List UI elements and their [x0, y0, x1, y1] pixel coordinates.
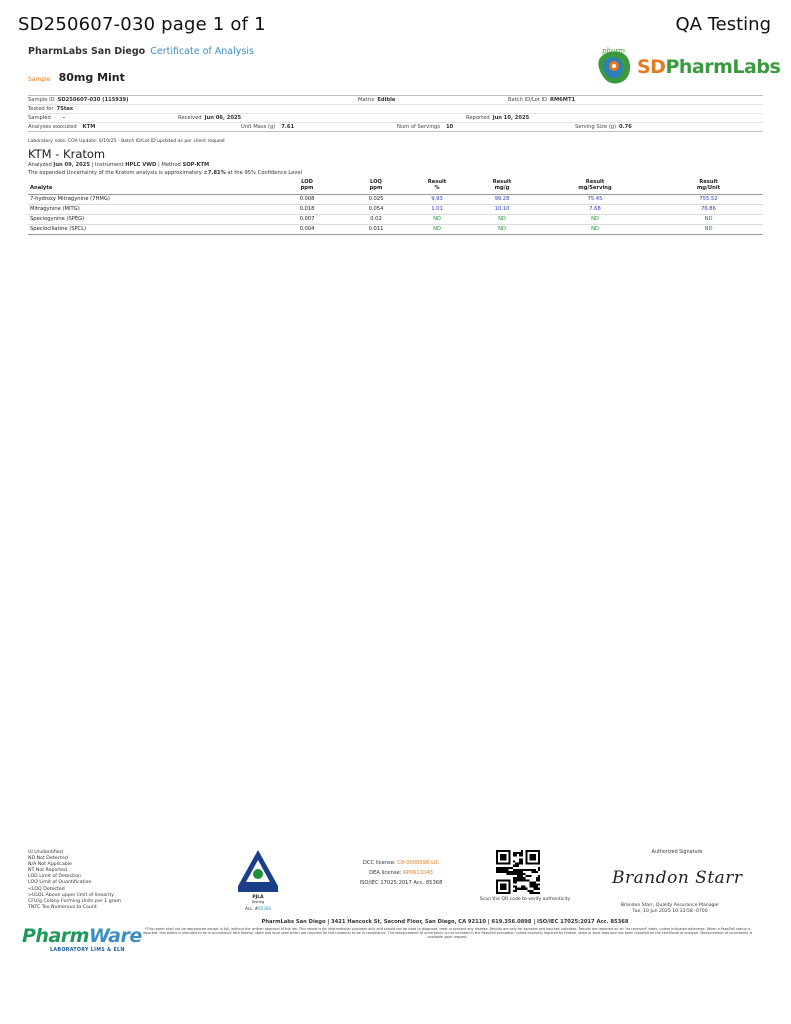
divider — [28, 131, 763, 132]
tested-for-field: Tested for 7Stax — [28, 106, 74, 112]
analysis-meta: Analyzed Jun 09, 2025 | Instrument HPLC VWD | Method SOP-KTM — [28, 162, 210, 168]
signature-date: Tue, 10 Jun 2025 10:33:58 -0700 — [632, 909, 708, 914]
result-pct-cell: ND — [406, 214, 468, 224]
dea-license: DEA license: RP0611043 — [369, 870, 433, 876]
lod-cell: 0.018 — [268, 204, 346, 214]
qr-caption: Scan the QR code to verify authenticity — [479, 897, 571, 902]
sampled-field: Sampled - — [28, 115, 65, 121]
col-result-unit: Result mg/Unit — [654, 179, 763, 194]
analyte-cell: Mitragynine (MITG) — [28, 204, 268, 214]
legend-item: CFU/g Colony Forming Units per 1 gram — [28, 898, 122, 904]
signatory-name: Brandon Starr, Quality Assurance Manager — [620, 903, 720, 908]
pharmware-logo: PharmWare — [22, 925, 142, 947]
analyte-cell: Speciociliatine (SPCL) — [28, 224, 268, 234]
result-pct-cell: ND — [406, 224, 468, 234]
table-row — [28, 194, 763, 204]
uncertainty-note: The expanded Uncertainty of the Kratom analysis is approximately ±7.81% at the 95% Confidence Level — [28, 170, 303, 176]
abbreviation-legend — [28, 850, 121, 911]
footer-address: PharmLabs San Diego | 3421 Hancock St, Second Floor, San Diego, CA 92110 | 619.356.0898 | ISO/IEC 17025:2017 Acc. 85368 — [261, 919, 629, 925]
divider — [28, 104, 763, 105]
verification-qr-code[interactable] — [496, 850, 540, 894]
legend-item: <LOQ Detected — [28, 886, 65, 892]
pjla-acc: Acc. #85368 — [245, 906, 271, 911]
result-unit-cell: ND — [654, 224, 763, 234]
results-table — [28, 179, 763, 235]
legend-item: N/A Not Applicable — [28, 862, 72, 868]
analyses-field: Analyses executed KTM — [28, 124, 96, 130]
logo-small-text: pharm — [602, 47, 626, 55]
kratom-section-title: KTM - Kratom — [28, 147, 106, 161]
handwritten-signature: Brandon Starr — [612, 868, 743, 888]
lab-header — [28, 46, 254, 57]
logo-wordmark: SDPharmLabs — [637, 56, 781, 78]
table-row — [28, 204, 763, 214]
result-serving-cell: ND — [536, 224, 654, 234]
pjla-accreditation-logo — [234, 848, 282, 912]
result-mgg-cell: 10.10 — [468, 204, 536, 214]
col-analyte: Analyte — [28, 179, 268, 194]
matrix-field: Matrix Edible — [358, 97, 396, 103]
serving-size-field: Serving Size (g) 0.76 — [575, 124, 632, 130]
result-unit-cell: 76.86 — [654, 204, 763, 214]
document-id: SD250607-030 page 1 of 1 — [18, 14, 266, 35]
lod-cell: 0.007 — [268, 214, 346, 224]
result-mgg-cell: 99.28 — [468, 194, 536, 204]
coa-label: Certificate of Analysis — [150, 46, 254, 57]
result-mgg-cell: ND — [468, 214, 536, 224]
loq-cell: 0.054 — [346, 204, 406, 214]
col-lod: LOD ppm — [268, 179, 346, 194]
sample-label: Sample — [28, 76, 51, 83]
license-block — [336, 858, 466, 888]
lab-name: PharmLabs San Diego — [28, 46, 146, 57]
sample-id-field: Sample ID SD250607-030 (115939) — [28, 97, 129, 103]
col-result-mgg: Result mg/g — [468, 179, 536, 194]
col-result-serving: Result mg/Serving — [536, 179, 654, 194]
analyte-cell: Speciogynine (SPEG) — [28, 214, 268, 224]
table-row — [28, 214, 763, 224]
analyte-cell: 7-hydroxy Mitragynine (7HMG) — [28, 194, 268, 204]
result-pct-cell: 1.01 — [406, 204, 468, 214]
iso-accreditation: ISO/IEC 17025:2017 Acc. 85368 — [359, 880, 443, 886]
signatory — [600, 903, 740, 915]
loq-cell: 0.011 — [346, 224, 406, 234]
table-row — [28, 224, 763, 234]
loq-cell: 0.025 — [346, 194, 406, 204]
result-pct-cell: 9.93 — [406, 194, 468, 204]
sample-name: 80mg Mint — [58, 71, 125, 84]
legend-item: ND Not Detected — [28, 856, 68, 862]
pjla-text: PJLA — [252, 895, 264, 900]
pharmware-tagline: LABORATORY LIMS & ELN — [50, 948, 125, 953]
divider — [28, 95, 763, 96]
result-unit-cell: 755.52 — [654, 194, 763, 204]
result-unit-cell: ND — [654, 214, 763, 224]
result-serving-cell: 7.68 — [536, 204, 654, 214]
received-field: Received Jun 06, 2025 — [178, 115, 242, 121]
lod-cell: 0.004 — [268, 224, 346, 234]
sample-line — [28, 66, 125, 85]
legend-item: >ULOL Above upper limit of linearity — [28, 892, 114, 898]
lab-note: Laboratory note: COA Update: 6/10/25 - Batch ID/Lot ID updated as per client request — [28, 139, 225, 144]
reported-field: Reported Jun 10, 2025 — [466, 115, 530, 121]
col-result-pct: Result % — [406, 179, 468, 194]
qa-testing-title: QA Testing — [675, 14, 771, 35]
unit-mass-field: Unit Mass (g) 7.61 — [241, 124, 295, 130]
signature-label: Authorized Signature — [651, 850, 703, 855]
pjla-sub: Testing — [251, 900, 265, 904]
legend-item: LOQ Limit of Quantification — [28, 880, 92, 886]
legend-item: TNTC Too Numerous to Count — [28, 904, 97, 910]
legend-item: NT Not Reported — [28, 868, 67, 874]
footer-disclaimer: *This report shall not be reproduced except in full, without the written approval of the lab. This report is for informational purposes only and should not be used to diagnose, treat or prevent any disease. Results are only for samples and batches indicated. Results are reported on an "as received" basis, unless indicated otherwise. When a Pass/Fail status is reported, this status is intended to be in accordance with federal, state and local laws which are required for the customer to be in compliance. The measurement of uncertainty is not included in the Pass/Fail evaluation unless explicitly required by federal, state or local laws and has been reported on the certificate of analysis. Measurement of uncertainty is available upon request. — [142, 927, 753, 940]
dcc-license: DCC license: C8-0000098-LIC — [362, 860, 440, 866]
batch-field: Batch ID/Lot ID RM6MT1 — [508, 97, 576, 103]
lod-cell: 0.008 — [268, 194, 346, 204]
divider — [28, 122, 763, 123]
servings-field: Num of Servings 10 — [397, 124, 454, 130]
table-header-row — [28, 179, 763, 194]
legend-item: LOD Limit of Detection — [28, 874, 82, 880]
legend-item: UI Unidentified — [28, 850, 63, 855]
result-serving-cell: 75.45 — [536, 194, 654, 204]
loq-cell: 0.02 — [346, 214, 406, 224]
col-loq: LOQ ppm — [346, 179, 406, 194]
divider — [28, 113, 763, 114]
result-serving-cell: ND — [536, 214, 654, 224]
result-mgg-cell: ND — [468, 224, 536, 234]
